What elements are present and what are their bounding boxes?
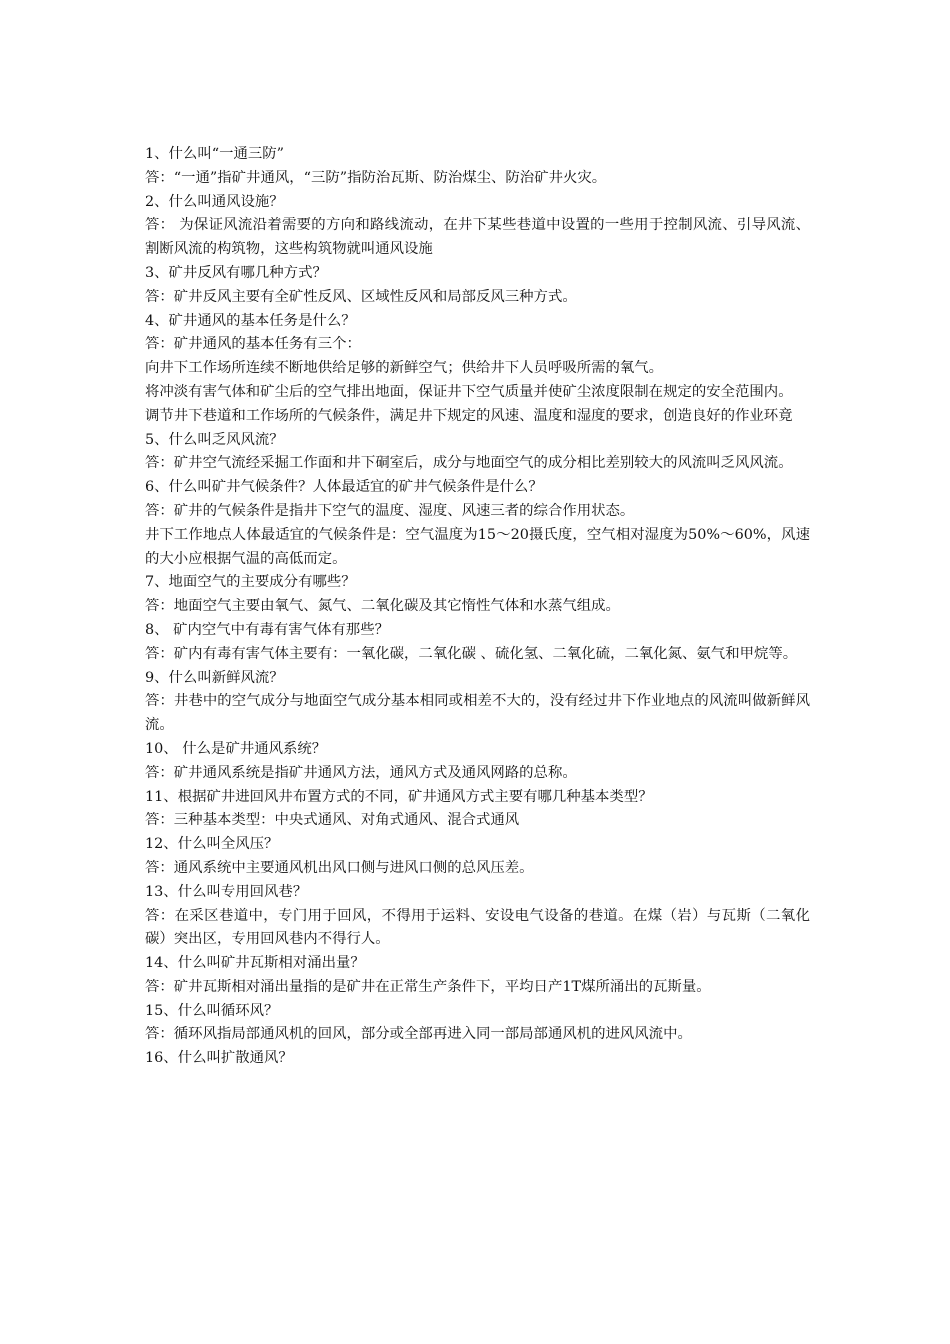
answer-4-point-3: 调节井下巷道和工作场所的气候条件，满足井下规定的风速、温度和湿度的要求，创造良好的作业环竟 — [145, 407, 793, 424]
question-10: 10、 什么是矿井通风系统？ — [145, 740, 327, 757]
question-6: 6、什么叫矿井气候条件？人体最适宜的矿井气候条件是什么？ — [145, 479, 543, 496]
document-body — [145, 143, 810, 1071]
answer-9: 答：井巷中的空气成分与地面空气成分基本相同或相差不大的，没有经过井下作业地点的风流叫做新鲜风流。 — [145, 693, 810, 734]
answer-13: 答：在采区巷道中，专门用于回风，不得用于运料、安设电气设备的巷道。在煤（岩）与瓦斯（二氧化碳）突出区，专用回风巷内不得行人。 — [145, 907, 810, 948]
question-2: 2、什么叫通风设施？ — [145, 193, 284, 210]
answer-5: 答：矿井空气流经采掘工作面和井下硐室后，成分与地面空气的成分相比差别较大的风流叫乏风风流。 — [145, 455, 793, 472]
question-16: 16、什么叫扩散通风？ — [145, 1050, 293, 1067]
answer-6-part-1: 答：矿井的气候条件是指井下空气的温度、湿度、风速三者的综合作用状态。 — [145, 502, 635, 519]
question-9: 9、什么叫新鲜风流？ — [145, 669, 284, 686]
question-12: 12、什么叫全风压？ — [145, 836, 279, 853]
question-8: 8、 矿内空气中有毒有害气体有那些？ — [145, 621, 389, 638]
question-3: 3、矿井反风有哪几种方式？ — [145, 264, 327, 281]
answer-2: 答： 为保证风流沿着需要的方向和路线流动，在井下某些巷道中设置的一些用于控制风流、引导风流、割断风流的构筑物，这些构筑物就叫通风设施 — [145, 217, 810, 258]
answer-11: 答：三种基本类型：中央式通风、对角式通风、混合式通风 — [145, 812, 520, 829]
answer-7: 答：地面空气主要由氧气、氮气、二氧化碳及其它惰性气体和水蒸气组成。 — [145, 598, 620, 615]
answer-10: 答：矿井通风系统是指矿井通风方法，通风方式及通风网路的总称。 — [145, 764, 577, 781]
question-14: 14、什么叫矿井瓦斯相对涌出量？ — [145, 955, 365, 972]
question-11: 11、根据矿井进回风井布置方式的不同，矿井通风方式主要有哪几种基本类型？ — [145, 788, 653, 805]
answer-14: 答：矿井瓦斯相对涌出量指的是矿井在正常生产条件下，平均日产1T煤所涌出的瓦斯量。 — [145, 978, 711, 995]
answer-4-point-1: 向井下工作场所连续不断地供给足够的新鲜空气；供给井下人员呼吸所需的氧气。 — [145, 360, 664, 377]
answer-1: 答：“一通”指矿井通风，“三防”指防治瓦斯、防治煤尘、防治矿井火灾。 — [145, 169, 607, 186]
answer-3: 答：矿井反风主要有全矿性反风、区域性反风和局部反风三种方式。 — [145, 288, 577, 305]
answer-15: 答：循环风指局部通风机的回风，部分或全部再进入同一部局部通风机的进风风流中。 — [145, 1026, 692, 1043]
answer-4-point-2: 将冲淡有害气体和矿尘后的空气排出地面，保证井下空气质量并使矿尘浓度限制在规定的安全范围内。 — [145, 383, 793, 400]
answer-6-part-2: 井下工作地点人体最适宜的气候条件是：空气温度为15～20摄氏度，空气相对湿度为50%～60%，风速的大小应根据气温的高低而定。 — [145, 526, 810, 567]
question-4: 4、矿井通风的基本任务是什么？ — [145, 312, 356, 329]
question-1: 1、什么叫“一通三防” — [145, 146, 284, 162]
answer-4-intro: 答：矿井通风的基本任务有三个： — [145, 336, 361, 353]
answer-8: 答：矿内有毒有害气体主要有：一氧化碳，二氧化碳 、硫化氢、二氧化硫，二氧化氮、氨气和甲烷等。 — [145, 645, 798, 662]
question-5: 5、什么叫乏风风流？ — [145, 431, 284, 448]
question-7: 7、地面空气的主要成分有哪些？ — [145, 574, 356, 591]
question-13: 13、什么叫专用回风巷？ — [145, 883, 308, 900]
question-15: 15、什么叫循环风？ — [145, 1002, 279, 1019]
answer-12: 答：通风系统中主要通风机出风口侧与进风口侧的总风压差。 — [145, 859, 534, 876]
